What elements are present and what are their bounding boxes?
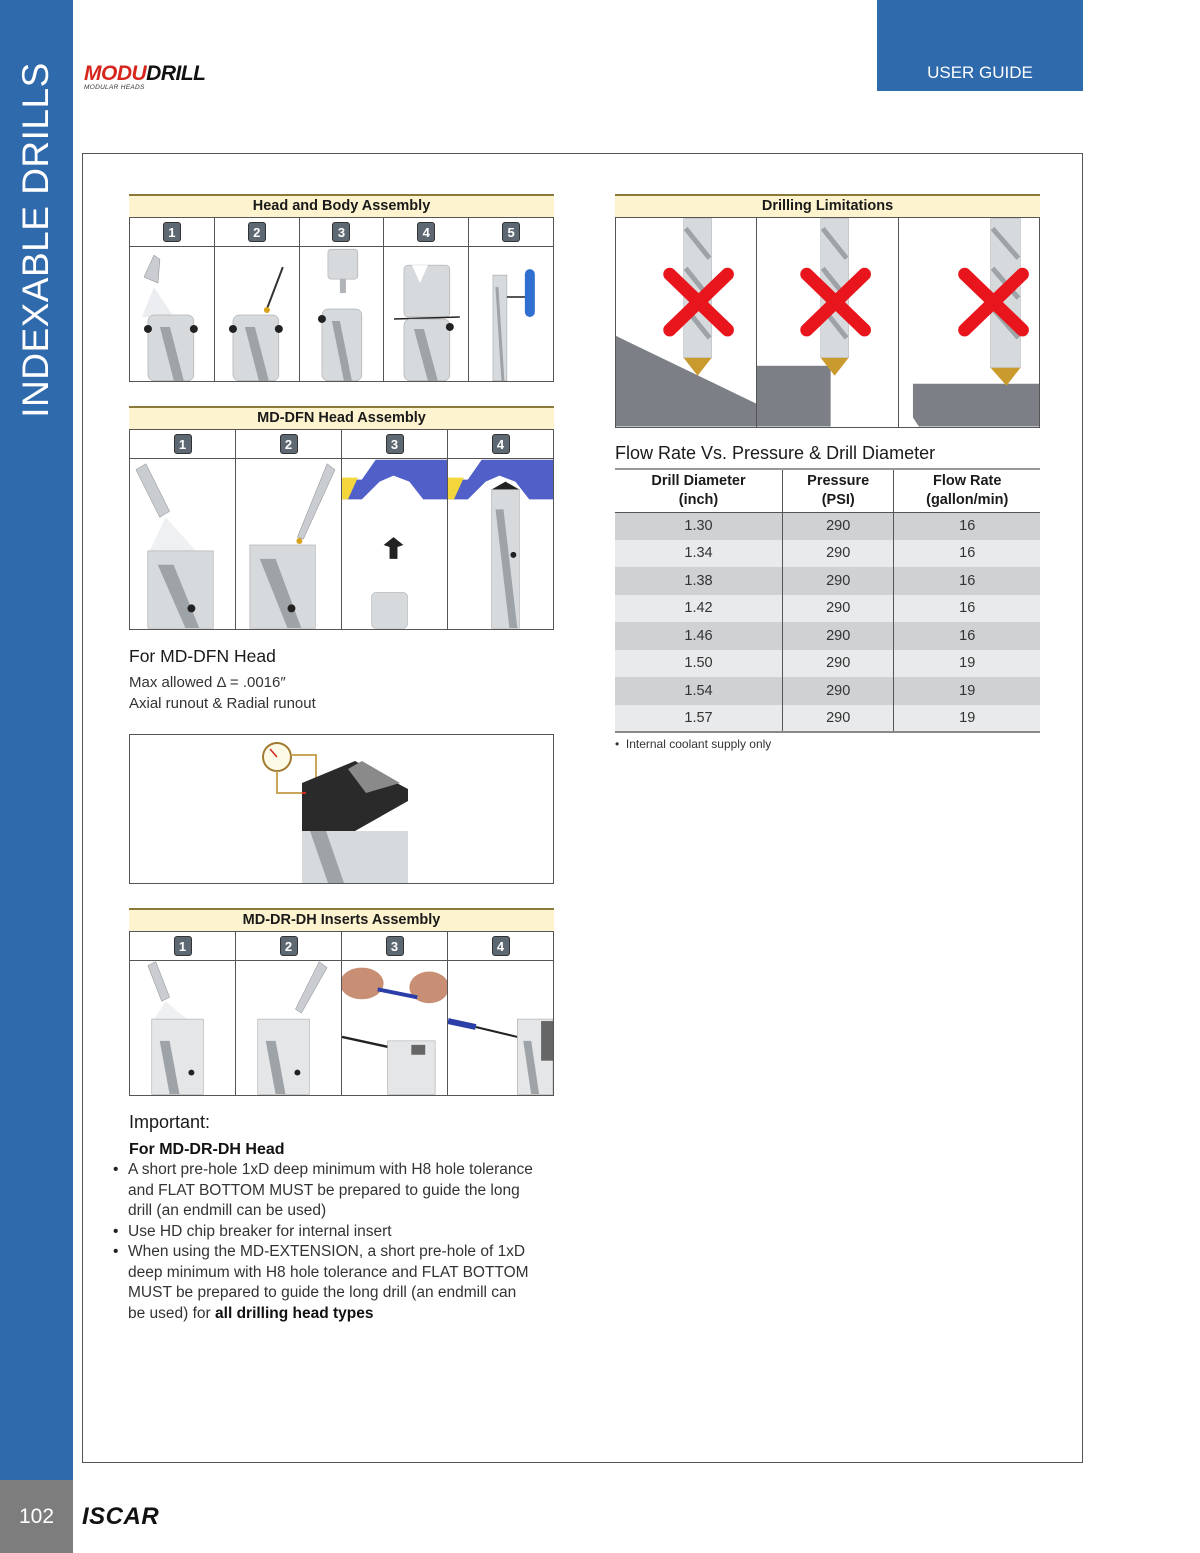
important-item [113,1242,533,1324]
logo-part1: MODU [84,62,147,85]
column-header-diameter: Drill Diameter (inch) [615,469,782,512]
assembly-step [448,430,554,630]
inclined-surface-illustration [616,218,756,427]
assembly-step [342,430,448,630]
dfn-insert-illustration [342,459,447,629]
runout-gauge-panel [129,734,554,884]
edge-drilling-illustration [757,218,897,427]
step-number: 2 [280,936,298,956]
partial-contact-illustration [899,218,1039,427]
side-bar [0,0,73,1480]
page-number: 102 [0,1480,73,1553]
dfn-runout-type: Axial runout & Radial runout [129,695,316,712]
assembly-step [300,218,385,382]
dfn-grease-illustration [236,459,341,629]
assembly-step [342,932,448,1096]
step-number: 1 [174,936,192,956]
modudrill-logo [84,62,206,91]
step-number: 3 [386,434,404,454]
dfn-head-assembly-panel [129,406,554,630]
dial-gauge-illustration [130,735,553,883]
head-body-assembly-panel [129,194,554,382]
important-item: • Use HD chip breaker for internal insert [113,1222,533,1243]
assembly-step [215,218,300,382]
column-header-flow-rate: Flow Rate (gallon/min) [894,469,1040,512]
table-row: 1.30 290 16 [615,512,1040,540]
table-row: 1.50 290 19 [615,650,1040,678]
table-row: 1.42 290 16 [615,595,1040,623]
head-rotate-illustration [384,247,468,381]
step-number: 2 [248,222,266,242]
table-header-row [615,469,1040,512]
drdh-grease-illustration [236,961,341,1095]
logo-part2: DRILL [146,62,206,85]
step-number: 4 [492,434,510,454]
step-number: 4 [492,936,510,956]
drdh-inserts-assembly-panel [129,908,554,1096]
table-row: 1.34 290 16 [615,540,1040,568]
column-header-pressure: Pressure (PSI) [782,469,893,512]
table-row: 1.38 290 16 [615,567,1040,595]
drilling-limitations-panel [615,194,1040,428]
panel-title: Drilling Limitations [615,194,1040,218]
head-insert-illustration [300,247,384,381]
drdh-clean-illustration [130,961,235,1095]
limitation-partial-contact [899,218,1040,428]
dfn-note-heading: For MD-DFN Head [129,646,276,666]
important-item: • A short pre-hole 1xD deep minimum with H8 hole tolerance and FLAT BOTTOM MUST be prepared to guide the long drill (an endmill can be used) [113,1160,533,1222]
important-heading: Important: [129,1112,211,1132]
step-number: 4 [417,222,435,242]
step-number: 1 [163,222,181,242]
step-number: 5 [502,222,520,242]
limitation-edge [757,218,898,428]
drdh-insert-tightening-illustration [342,961,447,1095]
flow-rate-table [615,468,1040,733]
step-number: 3 [332,222,350,242]
assembly-step [384,218,469,382]
panel-title: MD-DR-DH Inserts Assembly [129,908,554,932]
user-guide-tab [877,0,1083,91]
flow-table-title: Flow Rate Vs. Pressure & Drill Diameter [615,443,936,463]
table-row: 1.57 290 19 [615,705,1040,733]
important-subheading: For MD-DR-DH Head [129,1141,285,1158]
assembly-step [130,932,236,1096]
logo-subtitle: MODULAR HEADS [84,84,145,91]
assembly-step [236,430,342,630]
step-number: 2 [280,434,298,454]
flow-table-note: • Internal coolant supply only [615,737,772,751]
table-row: 1.54 290 19 [615,677,1040,705]
step-number: 1 [174,434,192,454]
assembly-step [448,932,554,1096]
step-number: 3 [386,936,404,956]
dfn-clean-illustration [130,459,235,629]
drdh-screwdriver-illustration [448,961,553,1095]
panel-title: Head and Body Assembly [129,194,554,218]
panel-title: MD-DFN Head Assembly [129,406,554,430]
drill-grease-illustration [215,247,299,381]
drill-clean-illustration [130,247,214,381]
important-list [113,1160,533,1324]
assembly-step [130,218,215,382]
brand-footer: ISCAR [82,1503,160,1530]
assembly-step [236,932,342,1096]
user-guide-label: USER GUIDE [927,63,1033,82]
table-row: 1.46 290 16 [615,622,1040,650]
torque-key-illustration [469,247,553,381]
dfn-install-illustration [448,459,553,629]
dfn-runout-limit: Max allowed Δ = .0016″ [129,674,286,691]
section-title: INDEXABLE DRILLS [15,62,56,418]
important-item-bold: all drilling head types [215,1304,374,1322]
limitation-inclined-surface [616,218,757,428]
assembly-step [130,430,236,630]
assembly-step [469,218,554,382]
important-item-text: When using the MD-EXTENSION, a short pre-hole of 1xD deep minimum with H8 hole tolerance and FLAT BOTTOM MUST be prepared to guide the long drill (an endmill can be used) for [128,1243,529,1322]
